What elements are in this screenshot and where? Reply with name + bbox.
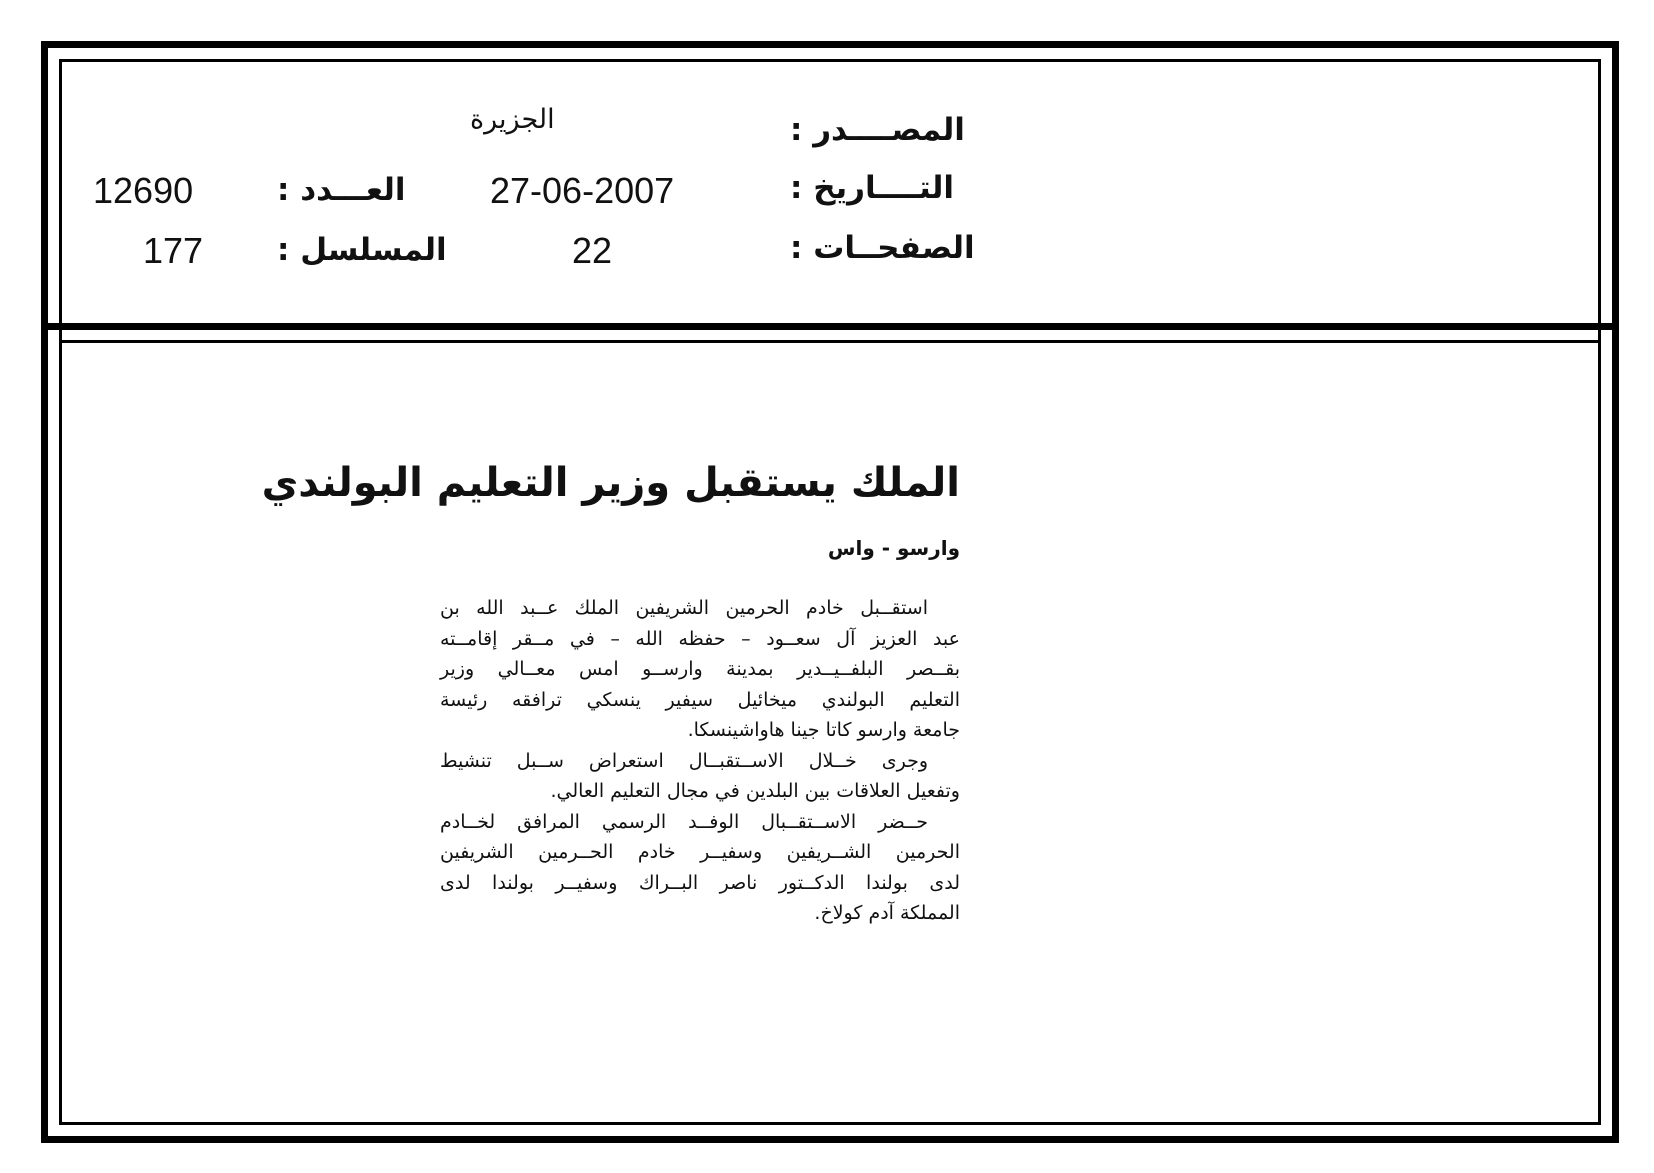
article-line: حــضر الاســتقــبال الوفــد الرسمي المرافق لخــادم (440, 810, 928, 833)
article-line: التعليم البولندي ميخائيل سيفير ينسكي ترافقه رئيسة (440, 688, 960, 711)
article-byline: وارسو - واس (827, 536, 960, 560)
article-body (440, 593, 960, 929)
source-value: الجزيرة (470, 104, 555, 135)
article-line: لدى بولندا الدكــتور ناصر البــراك وسفيــر بولندا لدى (440, 871, 960, 894)
article-line: بقــصر البلفــيــدير بمدينة وارســو امس معــالي وزير (440, 658, 960, 680)
article-line: وجرى خــلال الاســتقبــال استعراض ســبل تنشيط (440, 749, 928, 772)
article-line: عبد العزيز آل سعــود – حفظه الله – في مــقر إقامــته (440, 627, 960, 650)
header-divider-thin (59, 340, 1601, 343)
date-value: 27-06-2007 (490, 170, 675, 211)
article-headline: الملك يستقبل وزير التعليم البولندي (261, 460, 960, 506)
pages-label: الصفحــات : (790, 230, 975, 266)
article (261, 455, 960, 929)
article-line: المملكة آدم كولاخ. (814, 902, 960, 924)
serial-value: 177 (143, 230, 204, 271)
article-line: استقــبل خادم الحرمين الشريفين الملك عــبد الله بن (440, 597, 928, 619)
article-line: جامعة وارسو كاتا جينا هاواشينسكا. (687, 719, 960, 741)
issue-label: العـــدد : (277, 172, 406, 208)
issue-value: 12690 (93, 170, 194, 211)
header-divider-thick (48, 323, 1612, 330)
article-line: الحرمين الشــريفين وسفيــر خادم الحــرمين الشريفين (440, 841, 960, 863)
serial-label: المسلسل : (277, 232, 447, 268)
source-label: المصــــدر : (790, 112, 965, 148)
pages-value: 22 (572, 230, 613, 271)
article-line: وتفعيل العلاقات بين البلدين في مجال التعليم العالي. (550, 780, 960, 802)
date-label: التــــاريخ : (790, 170, 954, 206)
